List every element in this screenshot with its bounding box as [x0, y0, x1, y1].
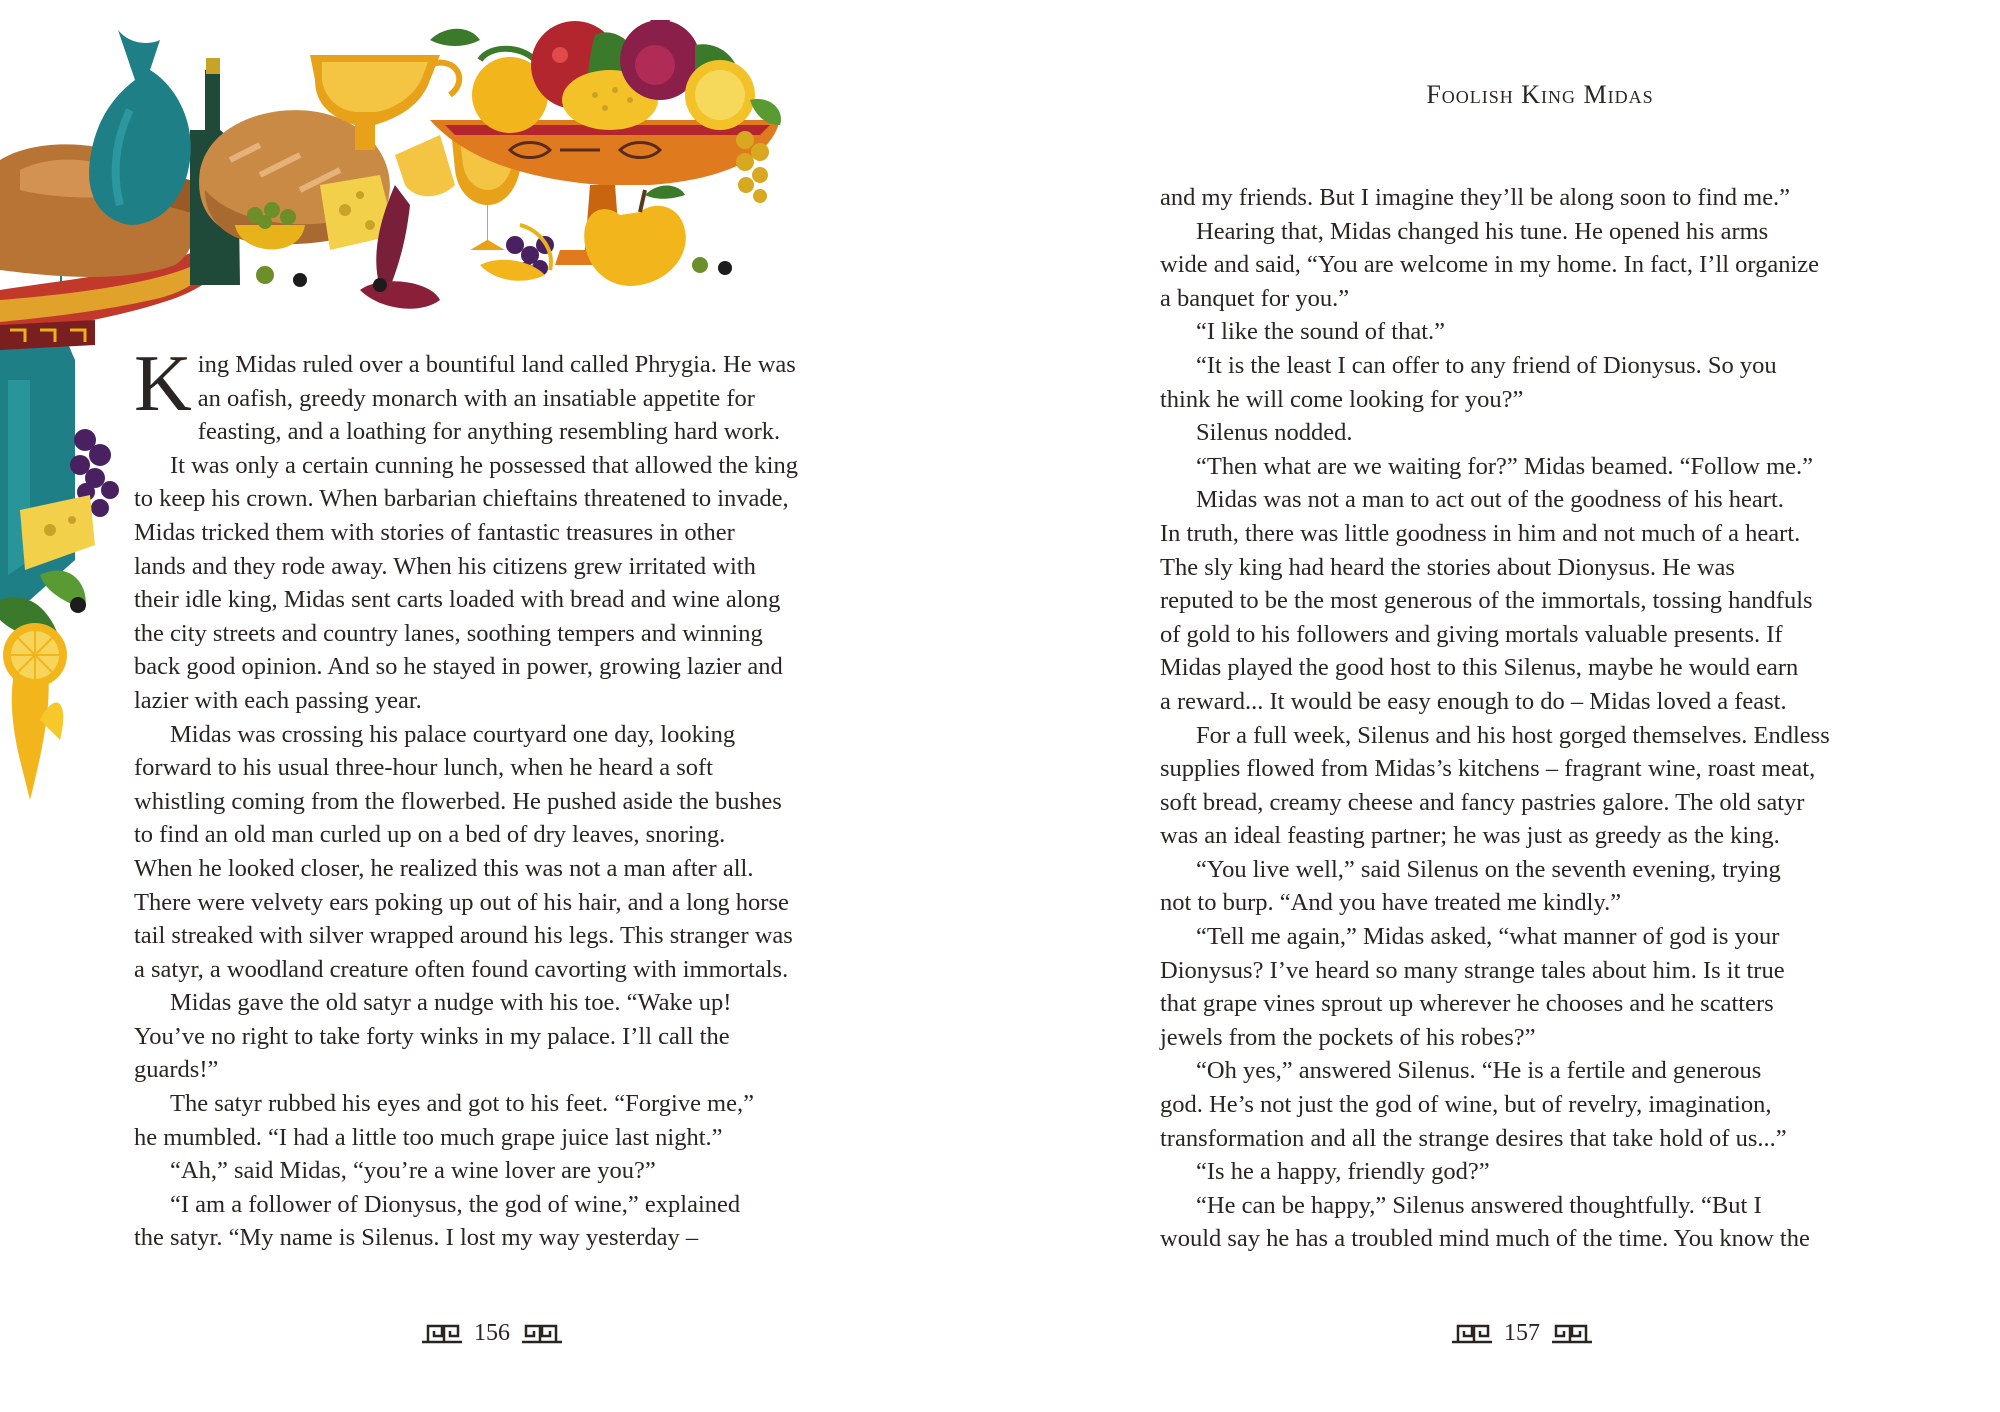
text-line — [1160, 1088, 1888, 1122]
page-number-text: 156 — [474, 1319, 510, 1346]
text-line-content: wide and said, “You are welcome in my home. In fact, I’ll organize — [1160, 251, 1820, 279]
text-line — [1160, 685, 1888, 719]
text-line-content: lazier with each passing year. — [134, 686, 422, 714]
text-line — [134, 852, 854, 886]
text-line-content: “You live well,” said Silenus on the seventh evening, trying — [1196, 855, 1781, 883]
text-line-content: Midas was not a man to act out of the goodness of his heart. — [1196, 486, 1784, 514]
text-line-content: was an ideal feasting partner; he was just as greedy as the king. — [1160, 822, 1780, 850]
text-line — [1160, 719, 1888, 753]
text-line-content: Dionysus? I’ve heard so many strange tales about him. Is it true — [1160, 956, 1785, 984]
text-line — [1160, 181, 1888, 215]
text-line-content: There were velvety ears poking up out of his hair, and a long horse — [134, 888, 789, 916]
text-line — [1160, 987, 1888, 1021]
text-line-content: reputed to be the most generous of the immortals, tossing handfuls — [1160, 587, 1813, 615]
text-line-content: a satyr, a woodland creature often found cavorting with immortals. — [134, 955, 789, 983]
page-number-text: 157 — [1504, 1319, 1540, 1346]
text-line — [134, 583, 854, 617]
text-line — [134, 449, 854, 483]
text-line-content: Midas gave the old satyr a nudge with his toe. “Wake up! — [170, 989, 732, 1017]
text-line — [1160, 1189, 1888, 1223]
text-line-content: a reward... It would be easy enough to do – Midas loved a feast. — [1160, 687, 1787, 715]
text-line — [134, 516, 854, 550]
text-line-content: Silenus nodded. — [1196, 419, 1353, 447]
text-line — [134, 1121, 854, 1155]
text-line — [1160, 584, 1888, 618]
text-line-content: god. He’s not just the god of wine, but of revelry, imagination, — [1160, 1091, 1772, 1119]
text-line-content: It was only a certain cunning he possessed that allowed the king — [170, 451, 798, 479]
text-line — [134, 415, 854, 449]
text-line-content: a banquet for you.” — [1160, 284, 1350, 312]
text-line-content: guards!” — [134, 1056, 219, 1084]
text-line — [134, 751, 854, 785]
text-line — [1160, 282, 1888, 316]
text-line-content: would say he has a troubled mind much of the time. You know the — [1160, 1225, 1810, 1253]
text-line — [1160, 920, 1888, 954]
text-line-content: In truth, there was little goodness in him and not much of a heart. — [1160, 519, 1801, 547]
text-line-content: “I like the sound of that.” — [1196, 318, 1446, 346]
text-line-content: feasting, and a loathing for anything resembling hard work. — [197, 418, 781, 446]
text-line — [1160, 1222, 1888, 1256]
text-line — [134, 1221, 854, 1255]
page-number-left — [420, 1316, 564, 1350]
text-line-content: not to burp. “And you have treated me kindly.” — [1160, 889, 1622, 917]
text-line-content: think he will come looking for you?” — [1160, 385, 1524, 413]
text-line-content: and my friends. But I imagine they’ll be along soon to find me.” — [1160, 184, 1791, 211]
text-line — [1160, 551, 1888, 585]
text-line — [134, 886, 854, 920]
right-body-text — [1160, 181, 1888, 1256]
text-line — [134, 986, 854, 1020]
drop-cap: K — [134, 340, 192, 428]
text-line — [134, 382, 854, 416]
text-line — [1160, 248, 1888, 282]
text-line-content: “I am a follower of Dionysus, the god of wine,” explained — [170, 1190, 741, 1218]
text-line-content: “Then what are we waiting for?” Midas beamed. “Follow me.” — [1196, 452, 1814, 480]
text-line-content: The sly king had heard the stories about Dionysus. He was — [1160, 553, 1735, 581]
text-line — [1160, 383, 1888, 417]
text-line — [134, 1087, 854, 1121]
text-line-content: that grape vines sprout up wherever he chooses and he scatters — [1160, 990, 1774, 1018]
text-line — [134, 550, 854, 584]
text-line — [1160, 886, 1888, 920]
text-line — [134, 718, 854, 752]
text-line-content: tail streaked with silver wrapped around his legs. This stranger was — [134, 922, 793, 950]
meander-right-icon — [520, 1320, 564, 1346]
meander-right-icon — [1550, 1320, 1594, 1346]
text-line-content: lands and they rode away. When his citizens grew irritated with — [134, 552, 756, 580]
text-line — [1160, 315, 1888, 349]
text-line-content: of gold to his followers and giving mortals valuable presents. If — [1160, 620, 1783, 648]
text-line-content: “Is he a happy, friendly god?” — [1196, 1158, 1490, 1186]
text-line — [1160, 215, 1888, 249]
text-line-content: For a full week, Silenus and his host gorged themselves. Endless — [1196, 721, 1830, 749]
text-line — [1160, 450, 1888, 484]
text-line — [134, 953, 854, 987]
text-line-content: whistling coming from the flowerbed. He pushed aside the bushes — [134, 787, 782, 815]
text-line — [134, 1188, 854, 1222]
text-line-content: the city streets and country lanes, soothing tempers and winning — [134, 619, 763, 647]
text-line — [1160, 651, 1888, 685]
text-line-content: their idle king, Midas sent carts loaded with bread and wine along — [134, 586, 781, 614]
text-line-content: soft bread, creamy cheese and fancy pastries galore. The old satyr — [1160, 788, 1805, 816]
text-line — [134, 818, 854, 852]
text-line — [134, 1053, 854, 1087]
text-line — [1160, 1054, 1888, 1088]
right-page — [1000, 0, 2000, 1412]
text-line-content: jewels from the pockets of his robes?” — [1160, 1023, 1536, 1051]
text-line-content: “It is the least I can offer to any friend of Dionysus. So you — [1196, 351, 1777, 379]
text-line-content: Midas was crossing his palace courtyard one day, looking — [170, 720, 736, 748]
text-line-content: “Oh yes,” answered Silenus. “He is a fertile and generous — [1196, 1057, 1762, 1085]
text-line-content: he mumbled. “I had a little too much grape juice last night.” — [134, 1123, 723, 1151]
text-line-content: You’ve no right to take forty winks in my palace. I’ll call the — [134, 1022, 730, 1050]
text-line-content: forward to his usual three-hour lunch, when he heard a soft — [134, 754, 713, 782]
text-line — [134, 617, 854, 651]
text-line — [1160, 483, 1888, 517]
text-line-content: supplies flowed from Midas’s kitchens – fragrant wine, roast meat, — [1160, 755, 1816, 783]
text-line — [134, 1154, 854, 1188]
text-line — [134, 684, 854, 718]
text-line — [134, 785, 854, 819]
text-line-content: to find an old man curled up on a bed of dry leaves, snoring. — [134, 821, 726, 849]
text-line-content: Hearing that, Midas changed his tune. He opened his arms — [1196, 217, 1769, 245]
page-number-right — [1450, 1316, 1594, 1350]
text-line — [1160, 349, 1888, 383]
text-line — [1160, 517, 1888, 551]
text-line — [1160, 1155, 1888, 1189]
text-line-content: Midas tricked them with stories of fantastic treasures in other — [134, 518, 735, 546]
text-line-content: Midas played the good host to this Silenus, maybe he would earn — [1160, 654, 1799, 682]
text-line — [1160, 954, 1888, 988]
text-line — [134, 482, 854, 516]
text-line — [134, 650, 854, 684]
text-line-content: the satyr. “My name is Silenus. I lost my way yesterday – — [134, 1224, 699, 1252]
text-line — [134, 1020, 854, 1054]
text-line — [1160, 819, 1888, 853]
text-line — [1160, 752, 1888, 786]
text-line-content: “He can be happy,” Silenus answered thoughtfully. “But I — [1196, 1191, 1762, 1219]
text-line — [1160, 416, 1888, 450]
text-line-content: transformation and all the strange desires that take hold of us...” — [1160, 1124, 1787, 1152]
text-line-content: an oafish, greedy monarch with an insatiable appetite for — [197, 384, 755, 412]
text-line — [1160, 853, 1888, 887]
text-line — [134, 919, 854, 953]
left-body-text — [134, 340, 854, 1255]
text-line-content: “Tell me again,” Midas asked, “what manner of god is your — [1196, 923, 1780, 951]
text-line — [1160, 1122, 1888, 1156]
text-line-content: to keep his crown. When barbarian chieftains threatened to invade, — [134, 485, 789, 513]
text-line — [134, 348, 854, 382]
text-line-content: back good opinion. And so he stayed in power, growing lazier and — [134, 653, 783, 681]
text-line-content: ing Midas ruled over a bountiful land called Phrygia. He was — [197, 351, 796, 378]
meander-left-icon — [420, 1320, 464, 1346]
text-line — [1160, 786, 1888, 820]
text-line-content: The satyr rubbed his eyes and got to his feet. “Forgive me,” — [170, 1090, 754, 1118]
meander-left-icon — [1450, 1320, 1494, 1346]
text-line — [1160, 1021, 1888, 1055]
text-line-content: When he looked closer, he realized this was not a man after all. — [134, 854, 754, 882]
text-line-content: “Ah,” said Midas, “you’re a wine lover are you?” — [170, 1157, 656, 1185]
text-line — [1160, 618, 1888, 652]
running-head: Foolish King Midas — [1426, 80, 1654, 109]
